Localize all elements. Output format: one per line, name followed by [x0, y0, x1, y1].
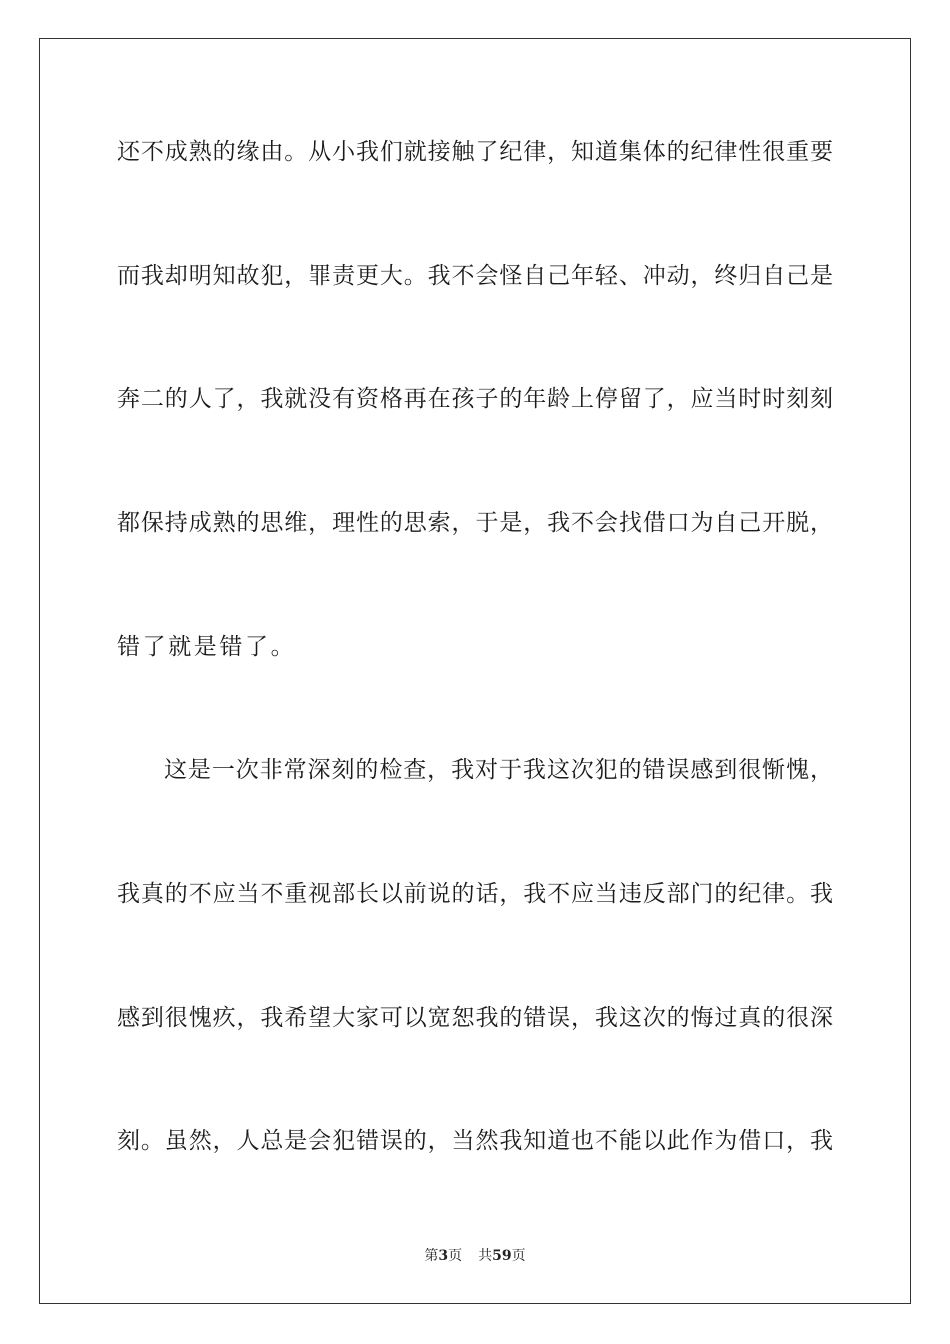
- body-text-line-3: 奔二的人了，我就没有资格再在孩子的年龄上停留了，应当时时刻刻: [117, 386, 833, 412]
- page-footer: [0, 1247, 950, 1265]
- body-text-line-2: 而我却明知故犯，罪责更大。我不会怪自己年轻、冲动，终归自己是: [117, 263, 833, 289]
- body-text-line-5: 错了就是错了。: [117, 634, 297, 660]
- body-text-line-4: 都保持成熟的思维，理性的思索，于是，我不会找借口为自己开脱，: [117, 510, 833, 536]
- page-prefix: 第: [424, 1248, 439, 1264]
- total-prefix: 共: [478, 1248, 493, 1264]
- page-suffix: 页: [448, 1248, 463, 1264]
- page-border: [39, 38, 911, 1304]
- body-text-line-6: 这是一次非常深刻的检查，我对于我这次犯的错误感到很惭愧，: [164, 757, 833, 783]
- page-number: 3: [438, 1248, 449, 1264]
- body-text-line-9: 刻。虽然，人总是会犯错误的，当然我知道也不能以此作为借口，我: [117, 1128, 833, 1154]
- total-suffix: 页: [511, 1248, 526, 1264]
- total-pages: 59: [492, 1248, 512, 1264]
- body-text-line-8: 感到很愧疚，我希望大家可以宽恕我的错误，我这次的悔过真的很深: [117, 1005, 833, 1031]
- body-text-line-7: 我真的不应当不重视部长以前说的话，我不应当违反部门的纪律。我: [117, 881, 833, 907]
- body-text-line-1: 还不成熟的缘由。从小我们就接触了纪律，知道集体的纪律性很重要: [117, 139, 833, 165]
